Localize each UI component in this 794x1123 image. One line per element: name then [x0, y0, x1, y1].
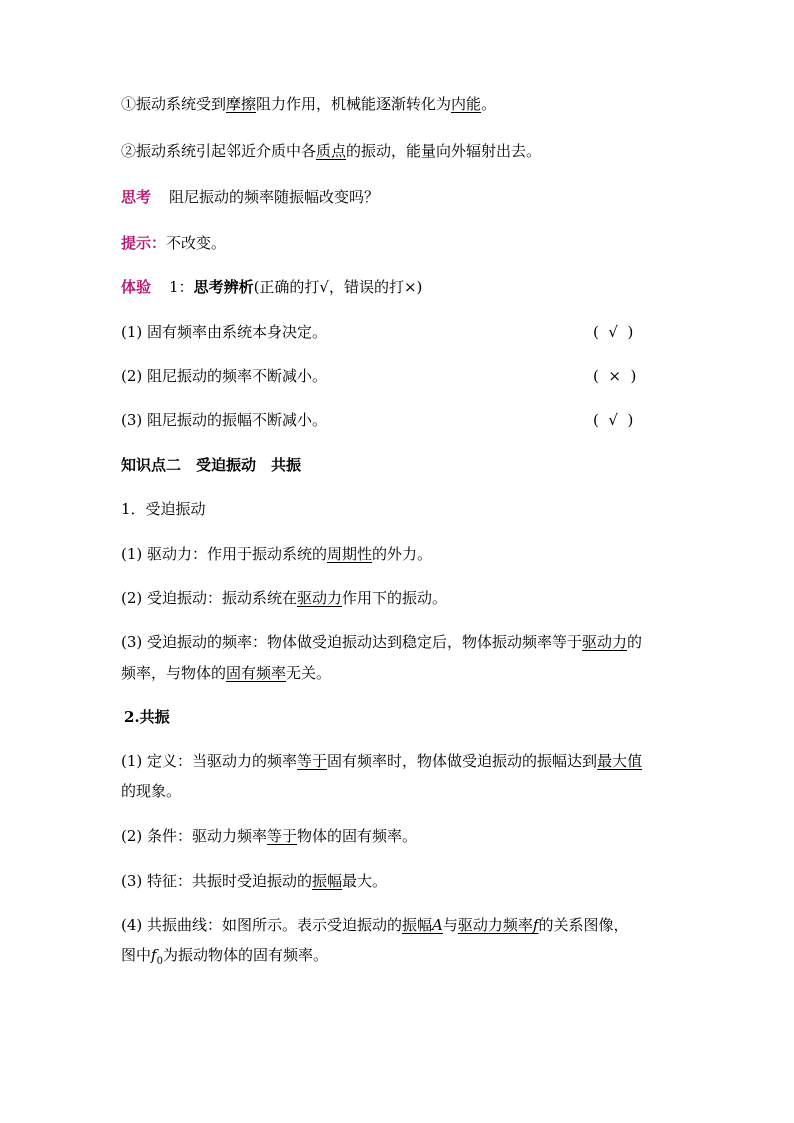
answer-underlined: 等于	[297, 752, 328, 770]
answer-underlined: 周期性	[327, 545, 373, 563]
text: 无关。	[286, 664, 332, 682]
item-answer: ( √ )	[593, 323, 634, 341]
think-question	[121, 187, 694, 207]
text: 作用下的振动。	[342, 589, 448, 607]
experience-heading	[121, 277, 694, 297]
text: 。	[481, 95, 497, 113]
text: (1) 驱动力：作用于振动系统的	[121, 545, 328, 563]
text: 阻力作用，机械能逐渐转化为	[256, 95, 452, 113]
experience-title: 思考辨析	[193, 278, 254, 296]
text: 的外力。	[372, 545, 433, 563]
answer-underlined: 驱动力	[582, 633, 628, 651]
text: (2) 条件：驱动力频率	[121, 827, 268, 845]
text: (4) 共振曲线：如图所示。表示受迫振动的	[121, 916, 403, 934]
experience-number: 1：	[169, 278, 194, 296]
section-heading: 2.共振	[124, 708, 170, 726]
variable: f	[151, 946, 157, 964]
answer-underlined: 最大值	[597, 752, 643, 770]
text: 驱动力频率	[457, 916, 533, 934]
subscript: 0	[156, 956, 163, 967]
paragraph-resonance-condition	[121, 826, 694, 846]
text: 物体的固有频率。	[297, 827, 418, 845]
item-text: (2) 阻尼振动的频率不断减小。	[121, 367, 328, 385]
variable: A	[432, 916, 443, 934]
text: 固有频率时，物体做受迫振动的振幅达到	[327, 752, 598, 770]
paragraph-forced-frequency-cont	[121, 663, 694, 683]
paragraph-forced-vibration	[121, 588, 694, 608]
item-answer: ( √ )	[593, 411, 634, 429]
text: ①振动系统受到	[121, 95, 227, 113]
item-text: (1) 固有频率由系统本身决定。	[121, 323, 328, 341]
answer-underlined: 固有频率	[226, 664, 287, 682]
think-label: 思考	[121, 188, 152, 206]
text: 最大。	[342, 872, 388, 890]
hint-text: 不改变。	[166, 234, 227, 252]
text: (3) 特征：共振时受迫振动的	[121, 872, 313, 890]
text: 频率，与物体的	[121, 664, 227, 682]
item-text: (3) 阻尼振动的振幅不断减小。	[121, 411, 328, 429]
text: ②振动系统引起邻近介质中各	[121, 142, 317, 160]
think-text: 阻尼振动的频率随振幅改变吗？	[169, 188, 380, 206]
text: 与	[442, 916, 458, 934]
paragraph-driving-force	[121, 544, 694, 564]
paragraph-resonance-curve-cont	[121, 945, 694, 972]
hint-label: 提示：	[121, 234, 167, 252]
paragraph-resonance-curve	[121, 915, 694, 935]
hint	[121, 233, 694, 253]
experience-note: (正确的打√，错误的打×)	[253, 278, 423, 296]
answer-underlined	[458, 916, 539, 934]
variable: f	[532, 916, 539, 934]
text: (1) 定义：当驱动力的频率	[121, 752, 298, 770]
answer-underlined: 摩擦	[226, 95, 257, 113]
text: (3) 受迫振动的频率：物体做受迫振动达到稳定后，物体振动频率等于	[121, 633, 583, 651]
experience-label: 体验	[121, 278, 152, 296]
paragraph-friction	[121, 94, 694, 114]
text: 振幅	[402, 916, 433, 934]
answer-underlined: 振幅	[312, 872, 343, 890]
text: 的关系图像，	[538, 916, 629, 934]
text: 图中	[121, 946, 152, 964]
answer-underlined	[402, 916, 443, 934]
paragraph-resonance-definition	[121, 751, 694, 771]
answer-underlined: 质点	[316, 142, 347, 160]
answer-underlined: 等于	[267, 827, 298, 845]
knowledge-point-heading: 知识点二 受迫振动 共振	[121, 456, 302, 474]
text: 为振动物体的固有频率。	[162, 946, 328, 964]
text: 的	[627, 633, 643, 651]
answer-underlined: 内能	[451, 95, 482, 113]
item-answer: ( × )	[593, 367, 637, 385]
text: 的振动，能量向外辐射出去。	[346, 142, 542, 160]
text: (2) 受迫振动：振动系统在	[121, 589, 298, 607]
paragraph-forced-frequency	[121, 632, 694, 652]
paragraph-resonance-feature	[121, 871, 694, 891]
answer-underlined: 驱动力	[297, 589, 343, 607]
paragraph-radiation	[121, 141, 694, 161]
paragraph-resonance-definition-cont: 的现象。	[121, 782, 182, 800]
section-heading: 1．受迫振动	[121, 500, 206, 518]
